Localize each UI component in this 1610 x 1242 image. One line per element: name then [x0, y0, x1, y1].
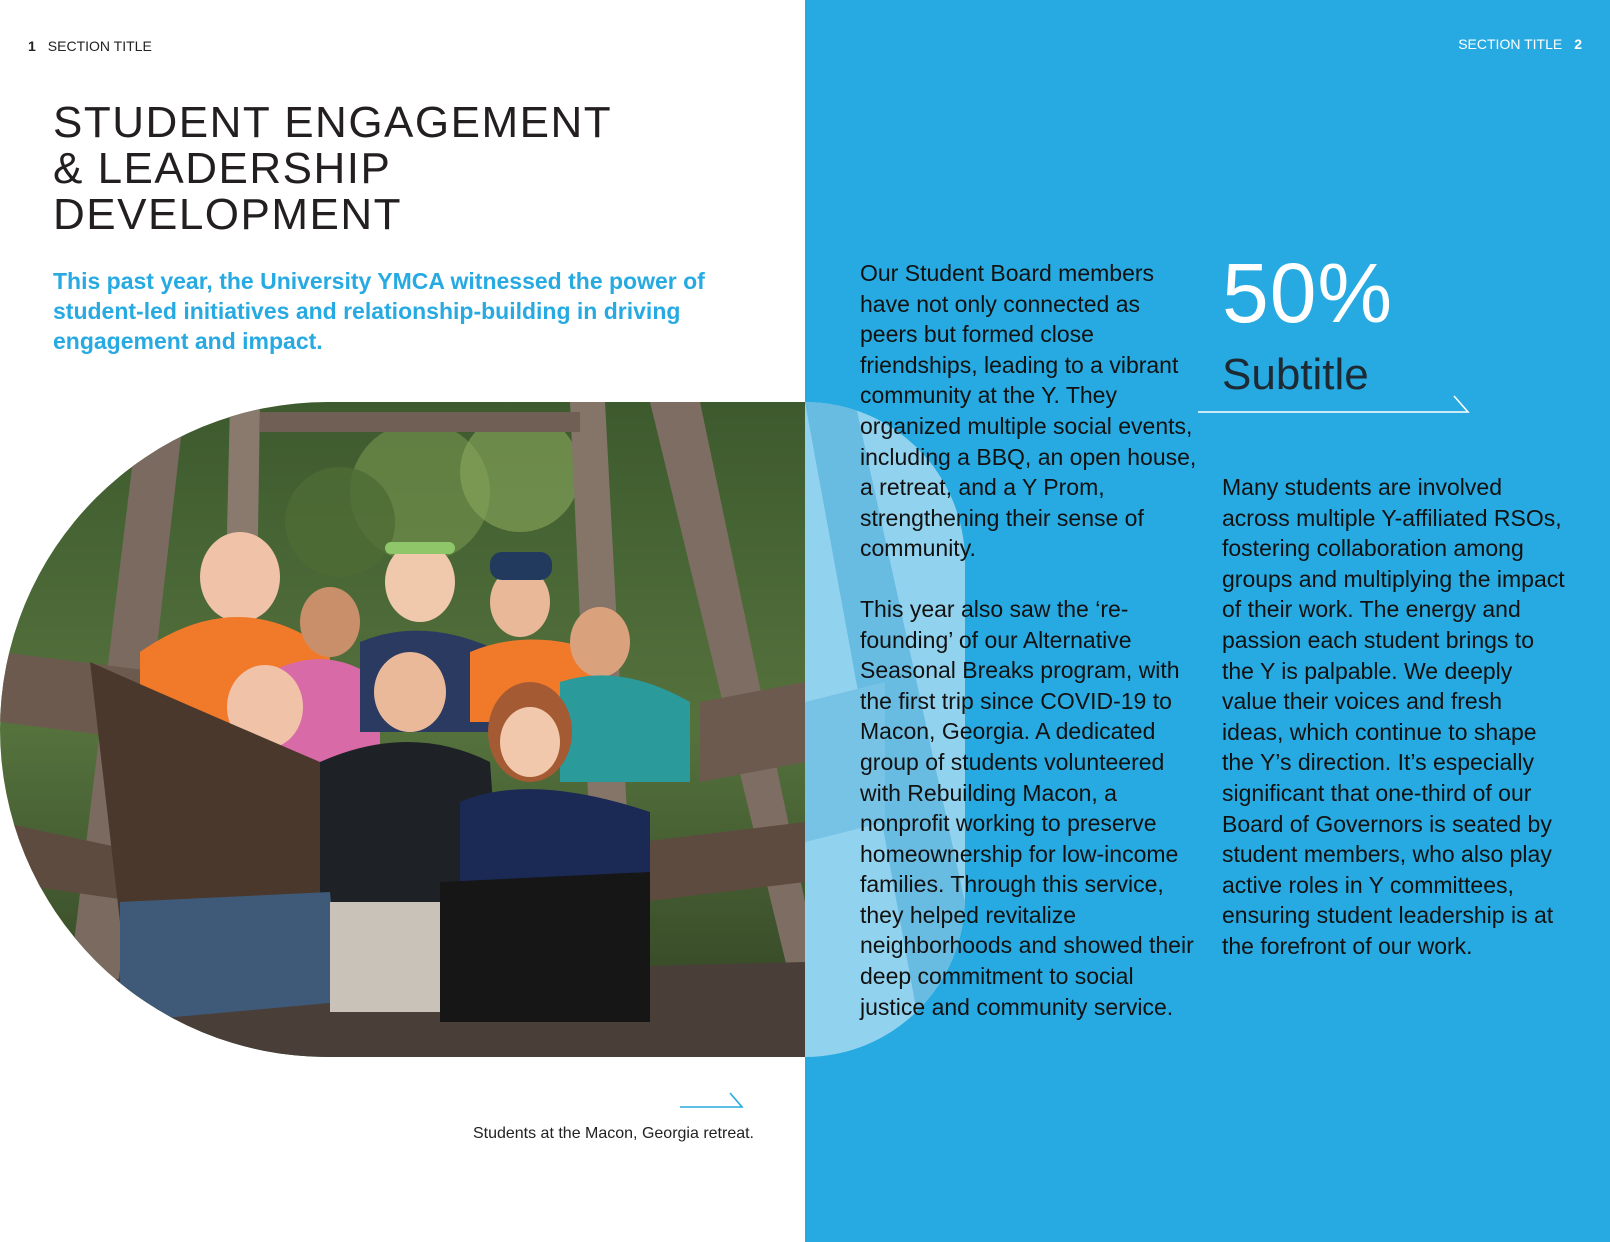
right-page-number: 2 — [1574, 36, 1582, 52]
stat-value: 50% — [1222, 246, 1394, 340]
body-column-1-paragraph-2: This year also saw the ‘re-founding’ of our Alternative Seasonal Breaks program, with the first trip since COVID-19 to Macon, Georgia. A dedicated group of students volunteered with Rebuilding Macon, a nonprofit working to preserve homeownership for low-income families. Through this service, they helped revitalize neighborhoods and showed their deep commitment to social justice and community service. — [860, 595, 1194, 1020]
right-section-title: SECTION TITLE — [1458, 36, 1563, 52]
right-page-header — [1458, 36, 1582, 52]
body-column-1 — [860, 258, 1200, 1052]
page-title-line-1: STUDENT ENGAGEMENT — [53, 98, 613, 147]
left-section-title: SECTION TITLE — [47, 38, 152, 54]
photo-caption: Students at the Macon, Georgia retreat. — [472, 1125, 754, 1142]
page-title — [53, 100, 693, 238]
left-page-number: 1 — [28, 38, 36, 54]
group-photo-illustration — [0, 402, 805, 1057]
left-page-header — [28, 38, 152, 54]
caption-arrow-icon — [678, 1087, 750, 1111]
page-title-line-3: DEVELOPMENT — [53, 190, 403, 239]
body-column-2-paragraph-1: Many students are involved across multiple Y-affiliated RSOs, fostering collaboration among groups and multiplying the impact of their work. The energy and passion each student brings to the Y is palpable. We deeply value their voices and fresh ideas, which continue to shape the Y’s direction. It’s especially significant that one-third of our Board of Governors is seated by student members, who also play active roles in Y committees, ensuring student leadership is at the forefront of our work. — [1222, 474, 1565, 959]
intro-text: This past year, the University YMCA witnessed the power of student-led initiatives and relationship-building in driving engagement and impact. — [53, 268, 705, 354]
body-column-2 — [1222, 472, 1567, 962]
stat-arrow-icon — [1196, 392, 1476, 416]
page-title-line-2: & LEADERSHIP — [53, 144, 392, 193]
group-photo — [0, 402, 805, 1057]
stat-subtitle: Subtitle — [1222, 350, 1369, 399]
body-column-1-paragraph-1: Our Student Board members have not only connected as peers but formed close friendships, leading to a vibrant community at the Y. They organized multiple social events, including a BBQ, an open house, a retreat, and a Y Prom, strengthening their sense of community. — [860, 260, 1197, 562]
